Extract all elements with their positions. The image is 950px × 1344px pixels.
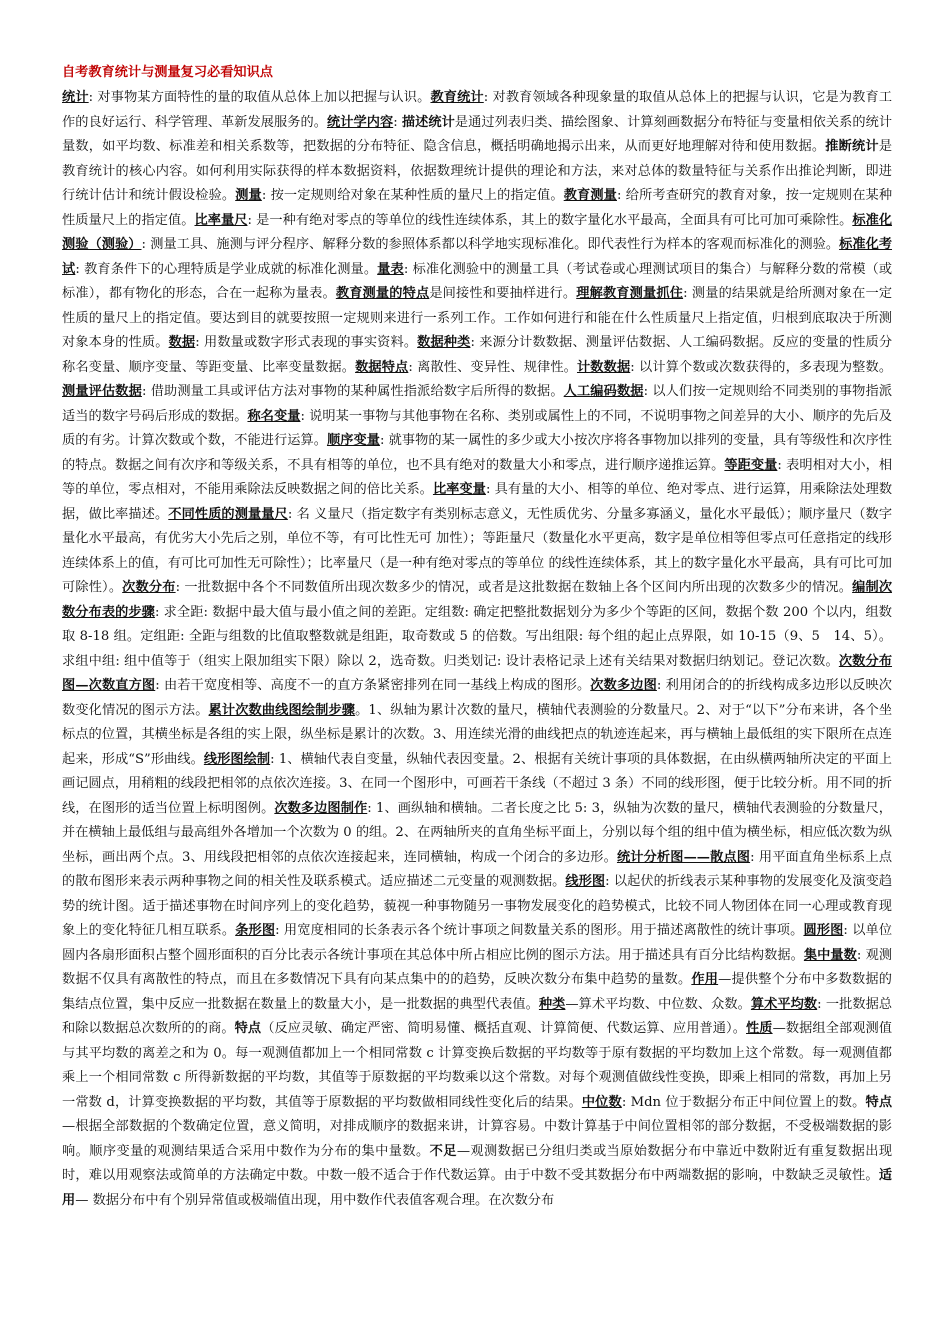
term-heading: 称名变量 bbox=[247, 408, 301, 424]
body-text: : 名 义量尺（指定数字有类别标志意义，无性质优劣、分量多寡涵义，量化水平最低）；顺序量尺（数字量化水平最高，有优劣大小先后之别，单位不等，有可比性无可 加性）；等距量尺（数量化水平更高，数字是单位相等但零点可任意指定的线形连续体系上的值，有可比可加性无可除性）；比率量尺（是一种有绝对零点的等单位 的线性连续体系，其上的数字量化水平最高，具有可比可加可除性）。 bbox=[62, 506, 893, 595]
body-text: : 以单位圆内各扇形面积占整个圆形面积的百分比表示各统计事项在其总体中所占相应比例的图示方法。用于描述具有百分比结构数据。 bbox=[62, 923, 893, 963]
body-text: （反应灵敏、确定严密、简明易懂、概括直观、计算简便、代数运算、应用普通）。 bbox=[261, 1021, 747, 1036]
body-text: : 以人们按一定规则给不同类别的事物指派适当的数字号码后形成的数据。 bbox=[62, 384, 893, 424]
body-text: : 一批数据中各个不同数值所出现次数多少的情况，或者是这批数据在数轴上各个区间内所出现的次数多少的情况。 bbox=[175, 580, 853, 595]
term-heading: 特点 bbox=[865, 1094, 893, 1110]
body-text: : Mdn 位于数据分布正中间位置上的数。 bbox=[621, 1094, 866, 1110]
term-heading: 特点 bbox=[234, 1021, 262, 1036]
body-text: : 对教育领域各种现象量的取值从总体上的把握与认识，它是为教育工作的良好运行、科学管理、革新发展服务的。 bbox=[62, 90, 893, 130]
body-text: : 用宽度相同的长条表示各个统计事项之间数量关系的图形。用于描述离散性的统计事项。 bbox=[275, 923, 804, 938]
body-text: : 由若干宽度相等、高度不一的直方条紧密排列在同一基线上构成的图形。 bbox=[155, 678, 591, 693]
term-heading: 推断统计 bbox=[825, 139, 879, 154]
term-heading: 中位数 bbox=[581, 1094, 622, 1110]
term-heading: 量表 bbox=[377, 261, 404, 277]
body-text: : 一批数据总和除以数据总次数所的的商。 bbox=[62, 996, 893, 1036]
term-heading: 标准化考试 bbox=[62, 237, 893, 277]
term-heading: 统计学内容 bbox=[326, 114, 394, 130]
term-heading: 次数分布 bbox=[122, 580, 176, 595]
term-heading: 比率量尺 bbox=[194, 212, 248, 228]
body-text: : 观测数据不仅具有离散性的特点，而且在多数情况下具有向某点集中的的趋势，反映次数分布集中趋势的量数。 bbox=[62, 947, 893, 987]
body-paragraph bbox=[62, 86, 892, 1213]
term-heading: 线形图绘制 bbox=[203, 751, 271, 767]
body-text: : 具有量的大小、相等的单位、绝对零点、进行运算，用乘除法处理数据，做比率描述。 bbox=[62, 482, 893, 522]
term-heading: 圆形图 bbox=[803, 923, 844, 938]
body-text: : 以起伏的折线表示某种事物的发展变化及演变趋势的统计图。适于描述事物在时间序列上的变化趋势，藐视一种事物随另一事物发展变化的趋势模式，比较不同人物团体在同一心理或教育现象上的变化特征几相互联系。 bbox=[62, 874, 893, 938]
body-text: : 表明相对大小，相等的单位，零点相对，不能用乘除法反映数据之间的倍比关系。 bbox=[62, 457, 893, 497]
body-text: : 1、画纵轴和横轴。二者长度之比 5: 3，纵轴为次数的量尺，横轴代表测验的分数量尺，并在横轴上最低组与最高组外各增加一个次数为 0 的组。2、在两轴所夹的直角坐标平面上，分别以每个组的组中值为横坐标，相应低次数为纵坐标，画出两个点。3、用线段把相邻的点依次连接起来，连同横轴，构成一个闭合的多边形。 bbox=[62, 800, 892, 865]
term-heading: 描述统计 bbox=[401, 114, 455, 130]
term-heading: 作用 bbox=[691, 972, 719, 987]
body-text: —提供整个分布中多数数据的集结点位置，集中反应一批数据在数量上的数量大小，是一批数据的典型代表值。 bbox=[62, 972, 892, 1012]
body-text: : 教育条件下的心理特质是学业成就的标准化测量。 bbox=[75, 261, 378, 277]
body-text: : 测量工具、施测与评分程序、解释分数的参照体系都以科学地实现标准化。即代表性行为样本的客观而标准化的测验。 bbox=[141, 237, 840, 252]
body-text: 是间接性和要抽样进行。 bbox=[429, 286, 577, 301]
body-text: —根据全部数据的个数确定位置，意义简明，对排成顺序的数据来讲，计算容易。中数计算基于中间位置相邻的部分数据，不受极端数据的影响。顺序变量的观测结果适合采用中数作为分布的集中量数。 bbox=[62, 1119, 892, 1159]
term-heading: 数据 bbox=[168, 335, 196, 350]
term-heading: 数据特点 bbox=[355, 359, 409, 375]
term-heading: 编制次数分布表的步骤 bbox=[62, 580, 893, 620]
term-heading: 教育统计 bbox=[430, 90, 484, 105]
body-text: : bbox=[393, 114, 402, 130]
term-heading: 算术平均数 bbox=[750, 996, 818, 1012]
body-text: : 用平面直角坐标系上点的散布图形来表示两种事物之间的相关性及联系模式。适应描述二元变量的观测数据。 bbox=[62, 849, 893, 889]
document-title: 自考教育统计与测量复习必看知识点 bbox=[62, 65, 273, 80]
body-text: : 利用闭合的的折线构成多边形以反映次数变化情况的图示方法。 bbox=[62, 678, 892, 718]
term-heading: 测量评估数据 bbox=[62, 384, 142, 399]
term-heading: 线形图 bbox=[565, 874, 606, 889]
body-text: 是通过列表归类、描绘图象、计算刻画数据分布特征与变量相依关系的统计量数，如平均数、标准差和相关系数等，把数据的分布特征、隐含信息，概括明确地揭示出来，从而更好地理解对待和使用数据。 bbox=[62, 114, 893, 154]
body-text: : 求全距: 数据中最大值与最小值之间的差距。定组数: 确定把整批数据划分为多少个等距的区间，数据个数 200 个以内，组数取 8-18 组。定组距: 全距与组数的比值取整数就是组距，取奇数或 5 的倍数。写出组限: 每个组的起止点界限，如 10-15（9、5 14、5）。求组中组: 组中值等于（组实上限加组实下限）除以 2，选奇数。归类划记: 设计表格记录上述有关结果对数据归纳划记。登记次数。 bbox=[62, 604, 892, 669]
body-text: — 数据分布中有个别异常值或极端值出现，用中数作代表值客观合理。在次数分布 bbox=[75, 1192, 555, 1208]
term-heading: 理解教育测量抓住 bbox=[576, 286, 684, 301]
term-heading: 次数多边图制作 bbox=[274, 800, 368, 816]
body-text: : 按一定规则给对象在某种性质的量尺上的指定值。 bbox=[261, 188, 564, 203]
term-heading: 适用 bbox=[62, 1168, 892, 1208]
document-page bbox=[62, 60, 892, 1213]
body-text: : 说明某一事物与其他事物在名称、类别或属性上的不同，不说明事物之间差异的大小、顺序的先后及质的有劣。计算次数或个数，不能进行运算。 bbox=[62, 408, 892, 448]
body-text: : 给所考查研究的教育对象，按一定规则在某种性质量尺上的指定值。 bbox=[62, 188, 893, 228]
body-text: : 借助测量工具或评估方法对事物的某种属性指派给数字后所得的数据。 bbox=[141, 384, 564, 399]
term-heading: 教育测量的特点 bbox=[335, 286, 430, 301]
body-text: : 测量的结果就是给所测对象在一定性质的量尺上的指定值。要达到目的就要按照一定规则来进行一系列工作。工作如何进行和能在什么性质量尺上指定值，归根到底取决于所测对象本身的性质。 bbox=[62, 286, 893, 350]
body-text: : 标准化测验中的测量工具（考试卷或心理测试项目的集合）与解释分数的常模（或标准），都有物化的形态，合在一起称为量表。 bbox=[62, 261, 893, 301]
term-heading: 标准化测验（测验） bbox=[62, 212, 893, 252]
term-heading: 集中量数 bbox=[803, 947, 857, 963]
body-text: : 是一种有绝对零点的等单位的线性连续体系，其上的数字量化水平最高，全面具有可比可加可乘除性。 bbox=[247, 212, 853, 228]
term-heading: 种类 bbox=[538, 996, 566, 1012]
body-text: : 来源分计数数据、测量评估数据、人工编码数据。反应的变量的性质分称名变量、顺序变量、等距变量、比率变量数据。 bbox=[62, 335, 893, 375]
body-text: : 1、横轴代表自变量，纵轴代表因变量。2、根据有关统计事项的具体数据，在由纵横两轴所决定的平面上画记圆点，用稍粗的线段把相邻的点依次连接。3、在同一个图形中，可画若干条线（不超过 3 条）不同的线形图，便于比较分析。用不同的折线，在图形的适当位置上标明图例。 bbox=[62, 751, 892, 816]
body-text: —算术平均数、中位数、众数。 bbox=[565, 996, 751, 1012]
body-text: 是教育统计的核心内容。如何利用实际获得的样本数据资料，依据数理统计提供的理论和方法，来对总体的数量特征与关系作出推论判断，即进行统计估计和统计假设检验。 bbox=[62, 139, 892, 203]
term-heading: 计数数据 bbox=[576, 359, 631, 375]
term-heading: 性质 bbox=[746, 1021, 773, 1036]
term-heading: 累计次数曲线图绘制步骤 bbox=[208, 702, 356, 718]
term-heading: 次数多边图 bbox=[590, 678, 657, 693]
term-heading: 人工编码数据 bbox=[563, 384, 644, 399]
body-text: : 就事物的某一属性的多少或大小按次序将各事物加以排列的变量，具有等级性和次序性的特点。数据之间有次序和等级关系，不具有相等的单位，也不具有绝对的数量大小和零点，进行顺序递推运算。 bbox=[62, 433, 892, 473]
body-text: : 以计算个数或次数获得的，多表现为整数。 bbox=[630, 359, 893, 375]
term-heading: 次数分布图—次数直方图 bbox=[62, 653, 893, 693]
body-text: : 对事物某方面特性的量的取值从总体上加以把握与认识。 bbox=[88, 90, 431, 105]
term-heading: 统计分析图——散点图 bbox=[616, 849, 751, 865]
term-heading: 条形图 bbox=[235, 923, 276, 938]
term-heading: 不足 bbox=[429, 1143, 457, 1159]
term-heading: 等距变量 bbox=[724, 457, 778, 473]
body-text: 。1、纵轴为累计次数的量尺，横轴代表测验的分数量尺。2、对于“以下”分布来讲，各个坐标点的位置，其横坐标是各组的实上限，纵坐标是累计的次数。3、用连续光滑的曲线把点的轨迹连起来，再与横轴上最低组的实下限所在点连起来，形成“S”形曲线。 bbox=[62, 702, 893, 767]
body-text: : 离散性、变异性、规律性。 bbox=[408, 359, 577, 375]
term-heading: 教育测量 bbox=[563, 188, 617, 203]
term-heading: 数据种类 bbox=[417, 335, 471, 350]
body-text: —数据组全部观测值与其平均数的离差之和为 0。每一观测值都加上一个相同常数 c 计算变换后数据的平均数等于原有数据的平均数加上这个常数。每一观测值都乘上一个相同常数 c 所得新数据的平均数，其值等于原数据的平均数乘以这个常数。对每个观测值做线性变换，即乘上相同的常数，再加上另一常数 d，计算变换数据的平均数，其值等于原数据的平均数做相同线性变化后的结果。 bbox=[62, 1021, 893, 1110]
term-heading: 顺序变量 bbox=[326, 433, 380, 448]
term-heading: 统计 bbox=[62, 90, 89, 105]
term-heading: 不同性质的测量量尺 bbox=[168, 506, 288, 522]
term-heading: 比率变量 bbox=[432, 482, 486, 497]
term-heading: 测量 bbox=[235, 188, 262, 203]
body-text: —观测数据已分组归类或当原始数据分布中靠近中数附近有重复数据出现时，难以用观察法或简单的方法确定中数。中数一般不适合于作代数运算。由于中数不受其数据分布中两端数据的影响，中数缺乏灵敏性。 bbox=[62, 1143, 893, 1183]
body-text: : 用数量或数字形式表现的事实资料。 bbox=[195, 335, 418, 350]
